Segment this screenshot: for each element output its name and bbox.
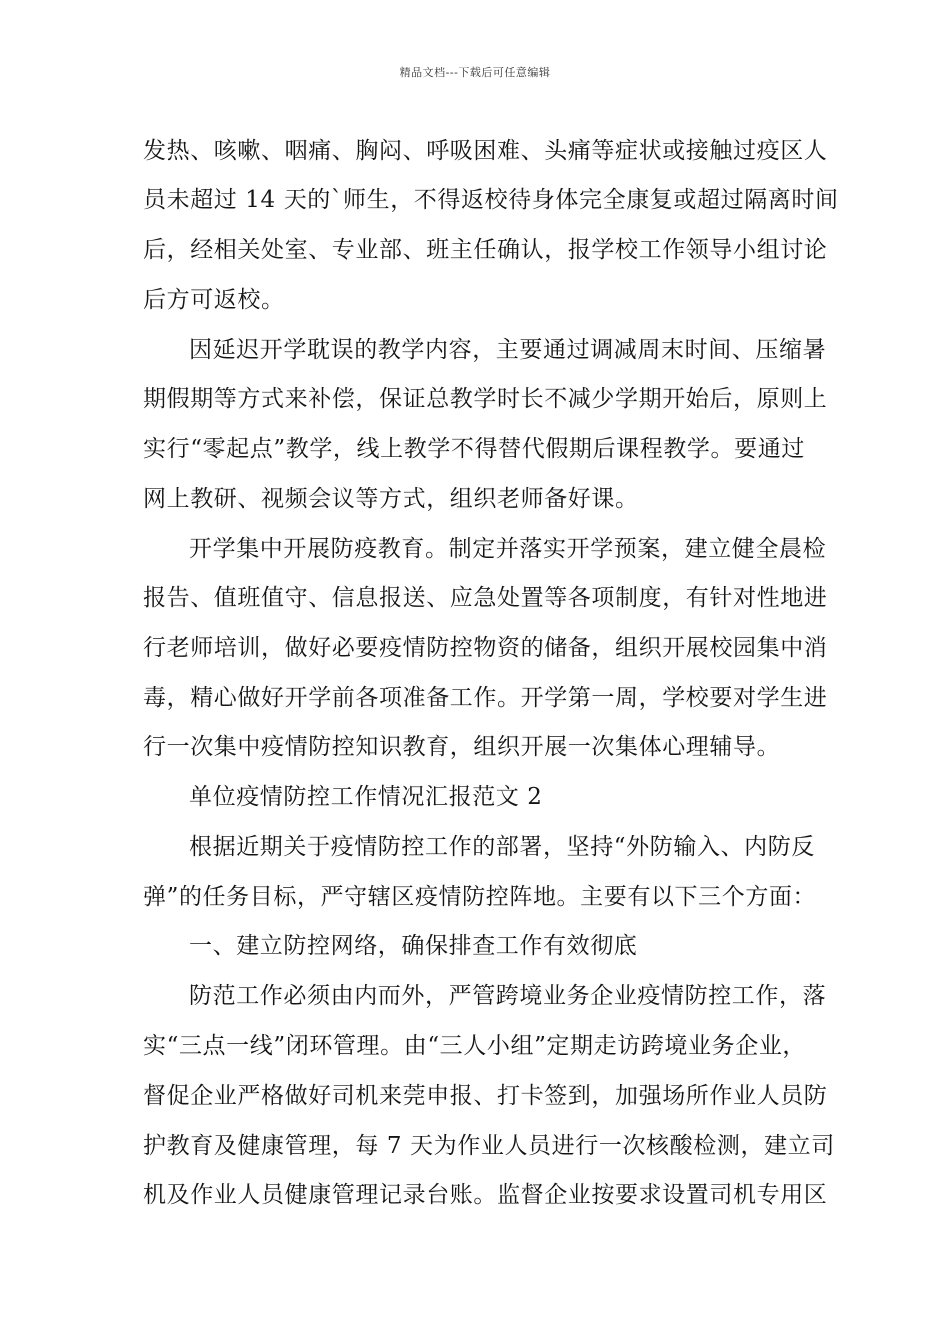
body-line: 员未超过 14 天的`师生，不得返校待身体完全康复或超过隔离时间 [143,187,839,213]
paragraph-start-line: 根据近期关于疫情防控工作的部署，坚持“外防输入、内防反 [189,834,815,860]
body-line: 督促企业严格做好司机来莞申报、打卡签到，加强场所作业人员防 [143,1083,828,1109]
body-line: 网上教研、视频会议等方式，组织老师备好课。 [143,486,639,512]
body-line: 实行“零起点”教学，线上教学不得替代假期后课程教学。要通过 [143,436,805,462]
body-line: 毒，精心做好开学前各项准备工作。开学第一周，学校要对学生进 [143,685,828,711]
paragraph-start-line: 因延迟开学耽误的教学内容，主要通过调减周末时间、压缩暑 [189,337,827,363]
page-header: 精品文档---下载后可任意编辑 [399,66,551,79]
body-line: 行老师培训，做好必要疫情防控物资的储备，组织开展校园集中消 [143,635,828,661]
body-line: 实“三点一线”闭环管理。由“三人小组”定期走访跨境业务企业， [143,1033,807,1059]
body-line: 发热、咳嗽、咽痛、胸闷、呼吸困难、头痛等症状或接触过疫区人 [143,138,828,164]
body-line: 弹”的任务目标，严守辖区疫情防控阵地。主要有以下三个方面： [143,884,817,910]
paragraph-start-line: 防范工作必须由内而外，严管跨境业务企业疫情防控工作，落 [189,983,827,1009]
body-line: 后方可返校。 [143,287,285,313]
body-line: 后，经相关处室、专业部、班主任确认，报学校工作领导小组讨论 [143,237,828,263]
paragraph-start-line: 开学集中开展防疫教育。制定并落实开学预案，建立健全晨检 [189,536,827,562]
section-title: 单位疫情防控工作情况汇报范文 2 [189,784,543,810]
body-line: 机及作业人员健康管理记录台账。监督企业按要求设置司机专用区 [143,1182,828,1208]
body-line: 护教育及健康管理，每 7 天为作业人员进行一次核酸检测，建立司 [143,1133,835,1159]
body-line: 行一次集中疫情防控知识教育，组织开展一次集体心理辅导。 [143,734,781,760]
subsection-heading: 一、建立防控网络，确保排查工作有效彻底 [189,933,638,959]
body-line: 报告、值班值守、信息报送、应急处置等各项制度，有针对性地进 [143,585,828,611]
body-line: 期假期等方式来补偿，保证总教学时长不减少学期开始后，原则上 [143,386,828,412]
